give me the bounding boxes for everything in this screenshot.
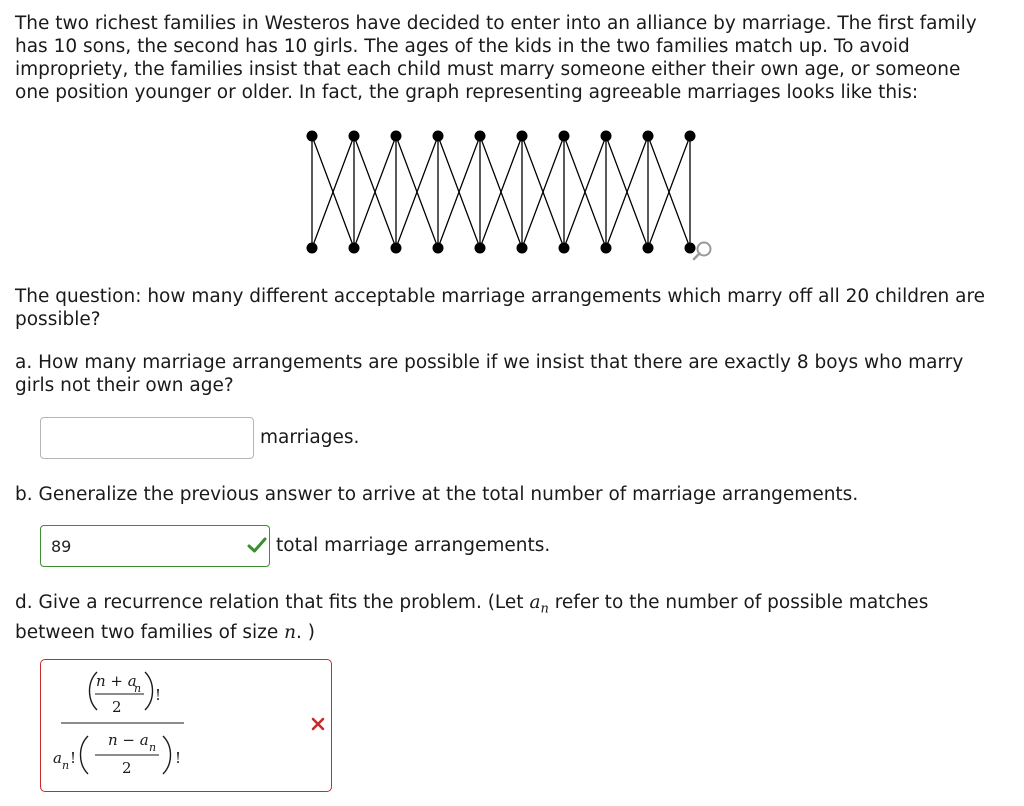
recurrence-formula	[41, 660, 333, 793]
svg-text:n − a: n − a	[108, 731, 149, 749]
svg-text:!: !	[155, 686, 162, 704]
daughter-node	[601, 243, 612, 254]
daughter-node	[391, 243, 402, 254]
svg-text:n + a: n + a	[96, 672, 137, 690]
part-b-unit: total marriage arrangements.	[276, 535, 551, 556]
daughter-node	[307, 243, 318, 254]
svg-text:!: !	[70, 749, 77, 767]
svg-text:n: n	[134, 682, 142, 695]
svg-text:2: 2	[122, 759, 132, 777]
svg-text:n: n	[62, 759, 70, 772]
svg-text:2: 2	[112, 698, 122, 716]
part-a-unit: marriages.	[260, 427, 360, 448]
son-node	[391, 131, 402, 142]
daughter-node	[349, 243, 360, 254]
part-d-prompt: d. Give a recurrence relation that fits the problem. (Let $a_n$ refer to the number of possible matches between two families of size n. )	[15, 592, 929, 643]
daughter-node	[517, 243, 528, 254]
svg-text:!: !	[175, 749, 182, 767]
son-node	[559, 131, 570, 142]
daughter-node	[559, 243, 570, 254]
part-a-answer-input[interactable]	[40, 417, 254, 459]
son-node	[349, 131, 360, 142]
son-node	[517, 131, 528, 142]
part-d-answer-box[interactable]	[40, 659, 332, 792]
check-icon	[246, 535, 268, 555]
matching-graph	[295, 126, 715, 262]
part-b-answer-input[interactable]	[40, 525, 270, 567]
daughter-node	[685, 243, 696, 254]
svg-text:n: n	[149, 741, 157, 754]
son-node	[307, 131, 318, 142]
son-node	[601, 131, 612, 142]
incorrect-x-icon	[310, 716, 326, 732]
daughter-node	[475, 243, 486, 254]
part-b-prompt: b. Generalize the previous answer to arrive at the total number of marriage arrangements.	[15, 484, 859, 505]
zoom-icon[interactable]	[694, 243, 711, 260]
daughter-node	[643, 243, 654, 254]
son-node	[475, 131, 486, 142]
part-a-prompt: a. How many marriage arrangements are possible if we insist that there are exactly 8 boys who marry girls not their own age?	[15, 352, 964, 396]
main-question: The question: how many different acceptable marriage arrangements which marry off all 20 children are possible?	[15, 286, 986, 330]
daughter-node	[433, 243, 444, 254]
son-node	[643, 131, 654, 142]
son-node	[685, 131, 696, 142]
son-node	[433, 131, 444, 142]
svg-text:a: a	[53, 749, 62, 767]
problem-intro: The two richest families in Westeros have decided to enter into an alliance by marriage. The first family has 10 sons, the second has 10 girls. The ages of the kids in the two families match up. To avoid impropriety, the families insist that each child must marry someone either their own age, or someone one position younger or older. In fact, the graph representing agreeable marriages looks like this:	[15, 13, 977, 103]
